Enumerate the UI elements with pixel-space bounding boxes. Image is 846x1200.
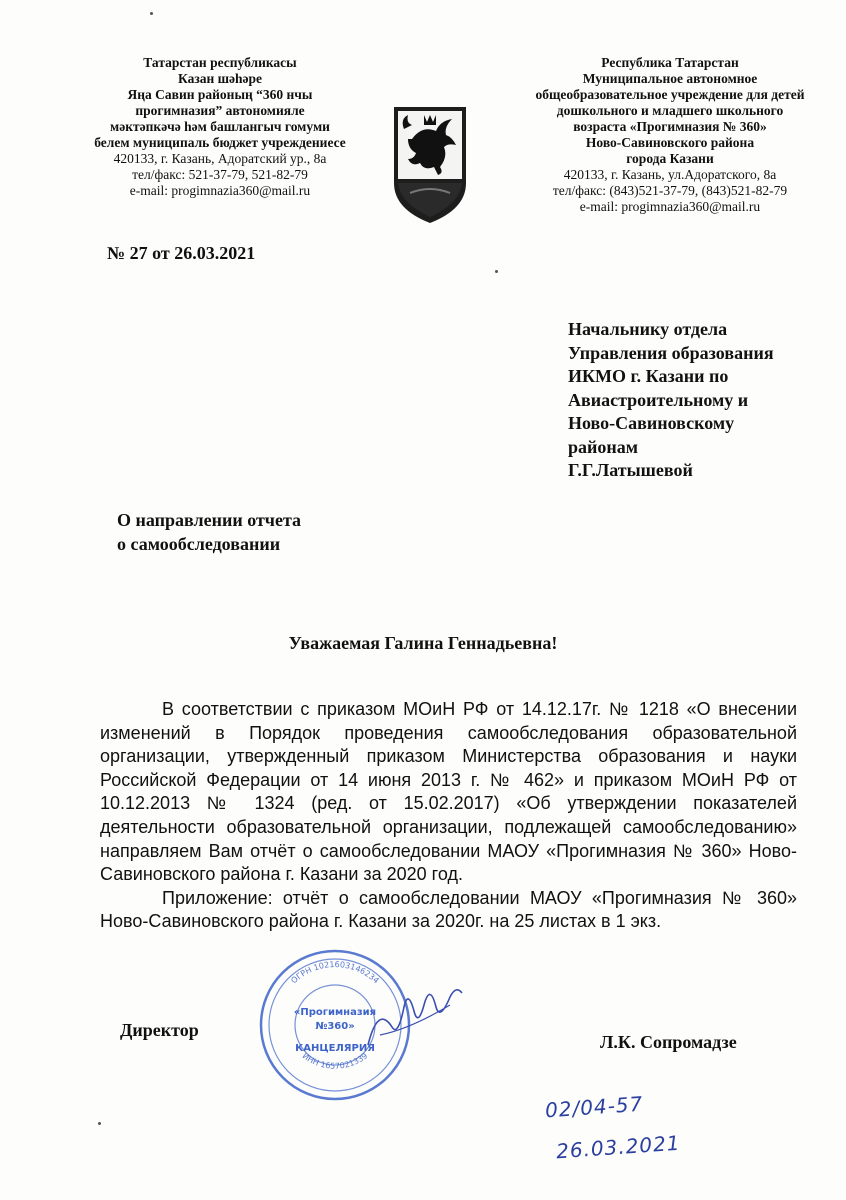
- addressee-line: районам: [568, 436, 639, 457]
- scan-speck: [98, 1122, 101, 1125]
- subject-block: [117, 508, 397, 556]
- header-left-line: Яңа Савин районың “360 нчы: [127, 87, 313, 102]
- letter-body: [100, 698, 797, 934]
- scan-speck: [150, 12, 153, 15]
- subject-line: О направлении отчета: [117, 510, 302, 530]
- svg-text:ИНН 1657021339: [301, 1051, 370, 1070]
- greeting: Уважаемая Галина Геннадьевна!: [288, 633, 558, 653]
- header-right-email: e-mail: progimnazia360@mail.ru: [579, 199, 761, 214]
- signer-name: Л.К. Сопромадзе: [600, 1032, 737, 1052]
- header-right-phone: тел/факс: (843)521-37-79, (843)521-82-79: [552, 183, 788, 198]
- header-right-line: города Казани: [626, 151, 714, 166]
- addressee-line: ИКМО г. Казани по: [568, 366, 729, 386]
- kazan-coat-of-arms-icon: [390, 105, 470, 225]
- header-right-line: Муниципальное автономное: [582, 71, 758, 86]
- header-right-line: дошкольного и младшего школьного: [556, 103, 784, 118]
- subject-line: о самообследовании: [117, 534, 281, 554]
- svg-text:ОГРН 1021603146234: [289, 960, 380, 985]
- header-left-line: Татарстан республикасы: [143, 55, 297, 70]
- stamp-text-line: «Прогимназия: [293, 1007, 377, 1018]
- header-left-line: прогимназия” автономияле: [135, 103, 305, 118]
- header-left-line: белем муниципаль бюджет учреждениесе: [94, 135, 346, 150]
- addressee-block: [568, 318, 828, 483]
- header-right-line: Ново-Савиновского района: [585, 135, 755, 150]
- header-left-tatar: [70, 55, 370, 199]
- attachment-paragraph: Приложение: отчёт о самообследовании МАОУ «Прогимназия № 360» Ново-Савиновского района г. Казани за 2020г. на 25 листах в 1 экз.: [100, 887, 797, 932]
- addressee-line: Управления образования: [568, 342, 774, 363]
- header-left-email: e-mail: progimnazia360@mail.ru: [129, 183, 311, 198]
- registration-number: № 27 от 26.03.2021: [107, 243, 256, 263]
- header-right-russian: [525, 55, 815, 215]
- stamp-text-line: КАНЦЕЛЯРИЯ: [295, 1043, 375, 1054]
- addressee-line: Начальнику отдела: [568, 319, 728, 339]
- stamp-inn: ИНН 1657021339: [300, 1051, 370, 1071]
- header-right-line: общеобразовательное учреждение для детей: [535, 87, 805, 102]
- addressee-line: Авиастроительному и: [568, 389, 749, 410]
- handwritten-signature-icon: [360, 985, 470, 1065]
- addressee-line: Г.Г.Латышевой: [568, 460, 693, 480]
- handwritten-incoming-number: 02/04-57: [544, 1091, 645, 1123]
- stamp-ogrn: ОГРН 1021603146234: [289, 959, 381, 986]
- body-paragraph: В соответствии с приказом МОиН РФ от 14.12.17г. № 1218 «О внесении изменений в Порядок проведения самообследования образовательной организации, утвержденный приказом Министерства образования и науки Российской Федерации от 14 июня 2013 г. № 462» и приказом МОиН РФ от 10.12.2013 № 1324 (ред. от 15.02.2017) «Об утверждении показателей деятельности образовательной организации, подлежащей самообследованию» направляем Вам отчёт о самообследовании МАОУ «Прогимназия № 360» Ново-Савиновского района г. Казани за 2020 год.: [100, 699, 797, 885]
- handwritten-incoming-date: 26.03.2021: [555, 1130, 682, 1164]
- scan-speck: [495, 270, 498, 273]
- stamp-text-line: №360»: [315, 1021, 355, 1032]
- header-right-line: возраста «Прогимназия № 360»: [573, 119, 767, 134]
- header-right-line: Республика Татарстан: [601, 55, 739, 70]
- header-left-line: Казан шәһәре: [177, 71, 263, 86]
- header-left-address: 420133, г. Казань, Адоратский ур., 8а: [113, 151, 327, 166]
- header-left-phone: тел/факс: 521-37-79, 521-82-79: [132, 167, 308, 182]
- header-right-address: 420133, г. Казань, ул.Адоратского, 8а: [563, 167, 777, 182]
- header-left-line: мәктәпкәчә һәм башлангыч гомуми: [110, 119, 330, 134]
- signer-title: Директор: [120, 1020, 199, 1040]
- addressee-line: Ново-Савиновскому: [568, 413, 735, 433]
